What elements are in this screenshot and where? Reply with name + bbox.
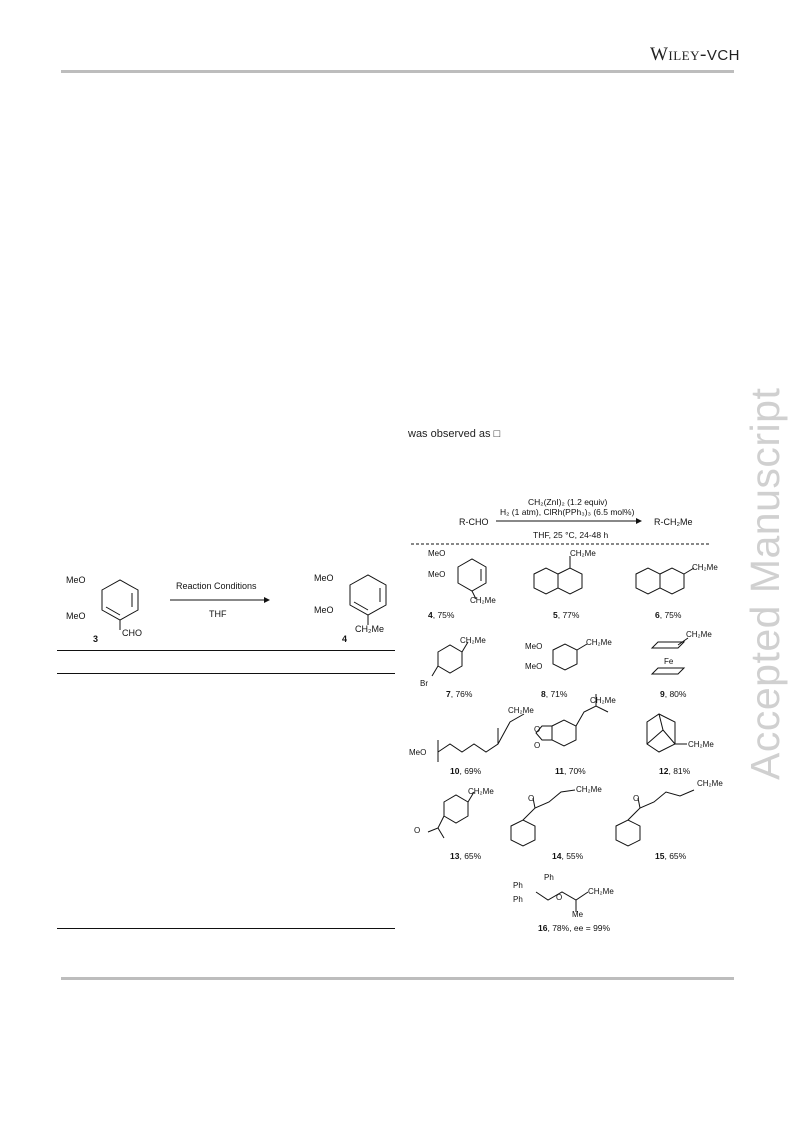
- reactant-cho: CHO: [122, 628, 142, 638]
- s7-ch2me: CH₂Me: [460, 636, 486, 645]
- s16-ph-1: Ph: [544, 873, 554, 882]
- s6-ch2me: CH₂Me: [692, 563, 718, 572]
- caption-14: 14, 55%: [552, 851, 584, 861]
- scheme-dashed-divider: [411, 543, 711, 547]
- structure-7: [430, 640, 480, 690]
- structure-14: [505, 788, 605, 858]
- s10-ch2me: CH₂Me: [508, 706, 534, 715]
- s4-meo-1: MeO: [428, 549, 446, 558]
- conditions-top: Reaction Conditions: [176, 581, 257, 591]
- structure-8: [545, 642, 605, 692]
- s16-o: O: [556, 893, 563, 902]
- s12-ch2me: CH₂Me: [688, 740, 714, 749]
- reactant-number: 3: [93, 634, 99, 644]
- caption-10: 10, 69%: [450, 766, 482, 776]
- s11-ch2me: CH₂Me: [590, 696, 616, 705]
- s16-ph-2: Ph: [513, 881, 523, 890]
- product-meo-2: MeO: [314, 605, 334, 615]
- s16-ch2me: CH₂Me: [588, 887, 614, 896]
- s11-o-2: O: [534, 741, 541, 750]
- reactant-meo-1: MeO: [66, 575, 86, 585]
- s9-ch2me: CH₂Me: [686, 630, 712, 639]
- s4-meo-2: MeO: [428, 570, 446, 579]
- caption-15: 15, 65%: [655, 851, 687, 861]
- s16-ph-3: Ph: [513, 895, 523, 904]
- product-meo-1: MeO: [314, 573, 334, 583]
- product-number: 4: [342, 634, 348, 644]
- s15-o: O: [633, 794, 640, 803]
- scheme-arrow: [496, 517, 644, 527]
- structure-10: [420, 708, 530, 768]
- s10-meo: MeO: [409, 748, 427, 757]
- caption-16: 16, 78%, ee = 99%: [538, 923, 611, 933]
- reaction-arrow: [170, 596, 272, 606]
- structure-6: [632, 566, 712, 606]
- body-text-fragment: was observed as □: [408, 428, 501, 440]
- structure-5: [530, 566, 600, 606]
- caption-6: 6, 75%: [655, 610, 682, 620]
- table-rule-mid: [57, 673, 395, 674]
- structure-13: [420, 790, 480, 850]
- s14-ch2me: CH₂Me: [576, 785, 602, 794]
- scheme-conditions: THF, 25 °C, 24-48 h: [533, 530, 609, 540]
- footer-rule: [61, 977, 734, 980]
- s11-o-1: O: [534, 725, 541, 734]
- s5-ch2me: CH₂Me: [570, 549, 596, 558]
- accepted-manuscript-watermark: Accepted Manuscript: [742, 387, 788, 780]
- structure-12-adamantane: [645, 712, 705, 762]
- conditions-bottom: THF: [209, 609, 227, 619]
- s16-me: Me: [572, 910, 584, 919]
- structure-15: [610, 788, 730, 858]
- caption-5: 5, 77%: [553, 610, 580, 620]
- publisher-logo: Wiley-VCH: [649, 44, 740, 65]
- s9-fe: Fe: [664, 657, 674, 666]
- s8-meo-2: MeO: [525, 662, 543, 671]
- structure-11: [530, 702, 620, 762]
- caption-13: 13, 65%: [450, 851, 482, 861]
- reagent-line-1: CH₂(ZnI)₂ (1.2 equiv): [528, 497, 608, 507]
- table-rule-top: [57, 650, 395, 651]
- s13-ch2me: CH₂Me: [468, 787, 494, 796]
- caption-9: 9, 80%: [660, 689, 687, 699]
- structure-9-ferrocene: [650, 640, 710, 690]
- product-ch2me: CH₂Me: [355, 624, 384, 634]
- caption-7: 7, 76%: [446, 689, 473, 699]
- s7-br: Br: [420, 679, 428, 688]
- table-rule-bottom: [57, 928, 395, 929]
- s13-o: O: [414, 826, 421, 835]
- scheme-product: R-CH₂Me: [654, 517, 693, 527]
- reagent-line-2: H₂ (1 atm), ClRh(PPh₃)₃ (6.5 mol%): [500, 507, 635, 517]
- reactant-meo-2: MeO: [66, 611, 86, 621]
- caption-8: 8, 71%: [541, 689, 568, 699]
- s4-ch2me: CH₂Me: [470, 596, 496, 605]
- caption-4: 4, 75%: [428, 610, 455, 620]
- scheme-reactant: R-CHO: [459, 517, 489, 527]
- s15-ch2me: CH₂Me: [697, 779, 723, 788]
- header-rule: [61, 70, 734, 73]
- s8-ch2me: CH₂Me: [586, 638, 612, 647]
- s14-o: O: [528, 794, 535, 803]
- caption-11: 11, 70%: [555, 766, 586, 776]
- s8-meo-1: MeO: [525, 642, 543, 651]
- caption-12: 12, 81%: [659, 766, 691, 776]
